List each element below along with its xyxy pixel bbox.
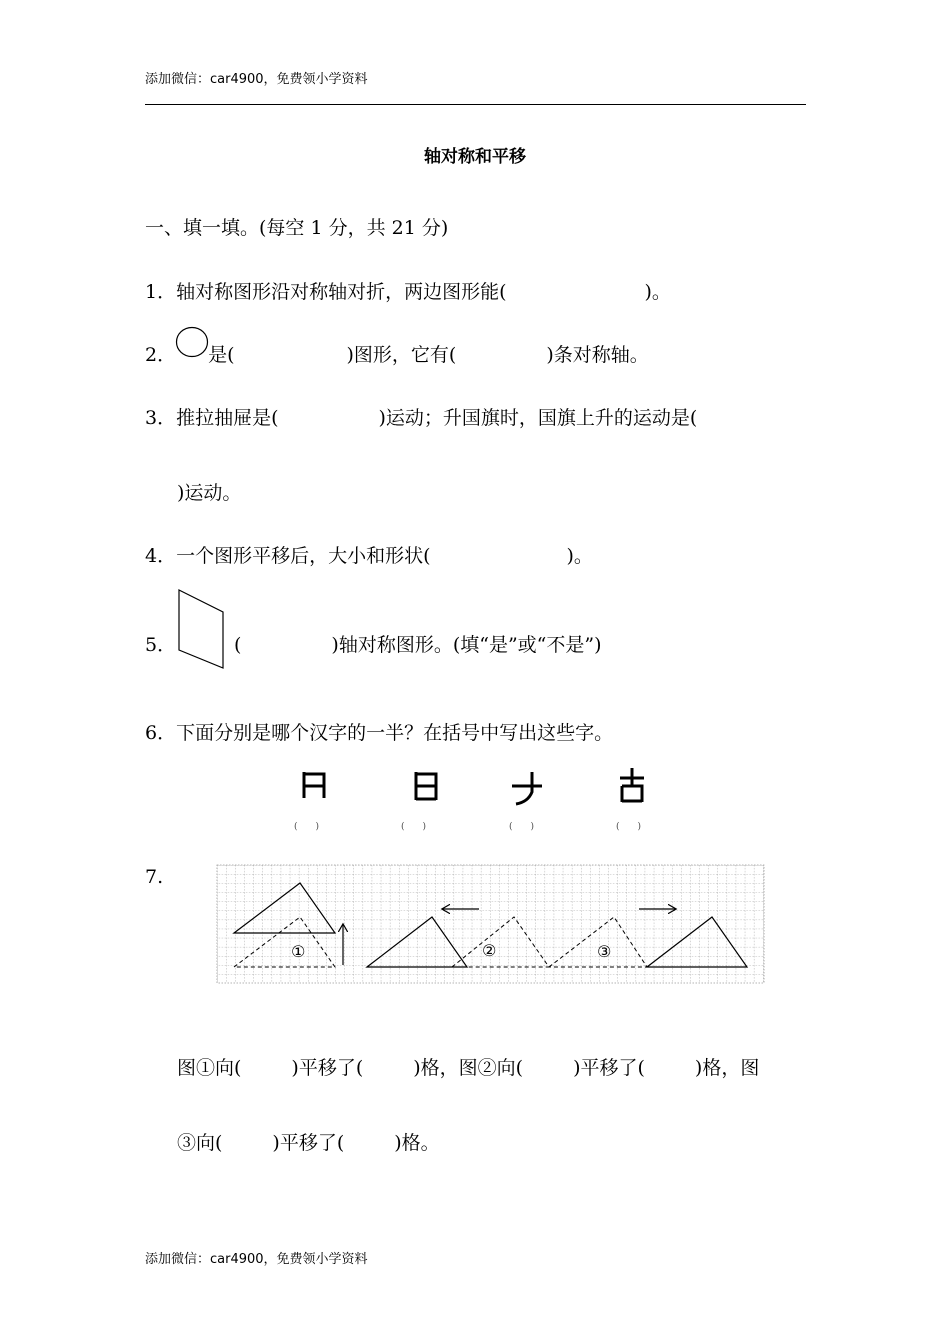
half-character-2 [408,768,442,808]
question-text: 是( [208,344,235,366]
parallelogram-figure [175,588,227,670]
circle-figure [176,326,210,358]
question-text: )平移了( [573,1057,645,1079]
answer-blank-4[interactable]: ( ) [616,822,642,832]
question-text: )图形，它有( [346,344,457,366]
question-text: )条对称轴。 [546,344,649,366]
translation-grid-figure [217,865,764,983]
question-text: 推拉抽屉是( [176,407,279,429]
dotted-grid [217,865,764,983]
question-3-continued: )运动。 [177,482,242,504]
answer-blank-3[interactable]: ( ) [509,822,535,832]
half-character-1 [298,768,332,808]
page-title: 轴对称和平移 [424,147,526,167]
label-1: ① [291,942,306,961]
question-number: 6． [145,722,177,744]
question-text: )。 [566,545,593,567]
question-7-line-1 [177,1053,759,1080]
section-heading: 一、填一填。(每空 1 分，共 21 分) [145,217,449,239]
question-text: )运动；升国旗时，国旗上升的运动是( [378,407,698,429]
question-text: )。 [644,281,671,303]
question-number: 1． [145,281,177,303]
question-number: 4． [145,545,177,567]
question-5 [234,630,602,657]
page-footer: 添加微信：car4900，免费领小学资料 [145,1252,368,1267]
question-text: )平移了( [291,1057,364,1079]
question-number: 2． [145,344,177,366]
answer-blank-2[interactable]: ( ) [401,822,427,832]
question-7-line-2 [177,1128,440,1155]
question-3 [145,403,697,430]
label-3: ③ [597,942,612,961]
question-4 [145,541,593,568]
label-2: ② [482,941,497,960]
answer-blank-1[interactable]: ( ) [294,822,320,832]
page-header: 添加微信：car4900，免费领小学资料 [145,72,368,87]
question-6 [145,718,613,745]
question-text: 图①向( [177,1057,242,1079]
half-character-3 [508,768,548,808]
header-rule [145,104,806,105]
question-text: )格。 [394,1132,440,1154]
question-text: )平移了( [272,1132,345,1154]
half-character-4 [616,766,650,808]
question-1 [145,277,671,304]
question-text: )格，图②向( [413,1057,524,1079]
question-number-5: 5． [145,634,177,656]
question-2 [145,340,649,367]
question-text: )格，图 [694,1057,760,1079]
question-text: )轴对称图形。(填“是”或“不是”) [331,634,602,656]
question-number: 3． [145,407,177,429]
question-text: 下面分别是哪个汉字的一半？在括号中写出这些字。 [176,722,614,744]
question-number-7: 7. [145,866,164,888]
question-text: 一个图形平移后，大小和形状( [176,545,431,567]
question-text: 轴对称图形沿对称轴对折，两边图形能( [176,281,507,303]
question-text: ③向( [177,1132,223,1154]
question-text: ( [234,634,242,656]
